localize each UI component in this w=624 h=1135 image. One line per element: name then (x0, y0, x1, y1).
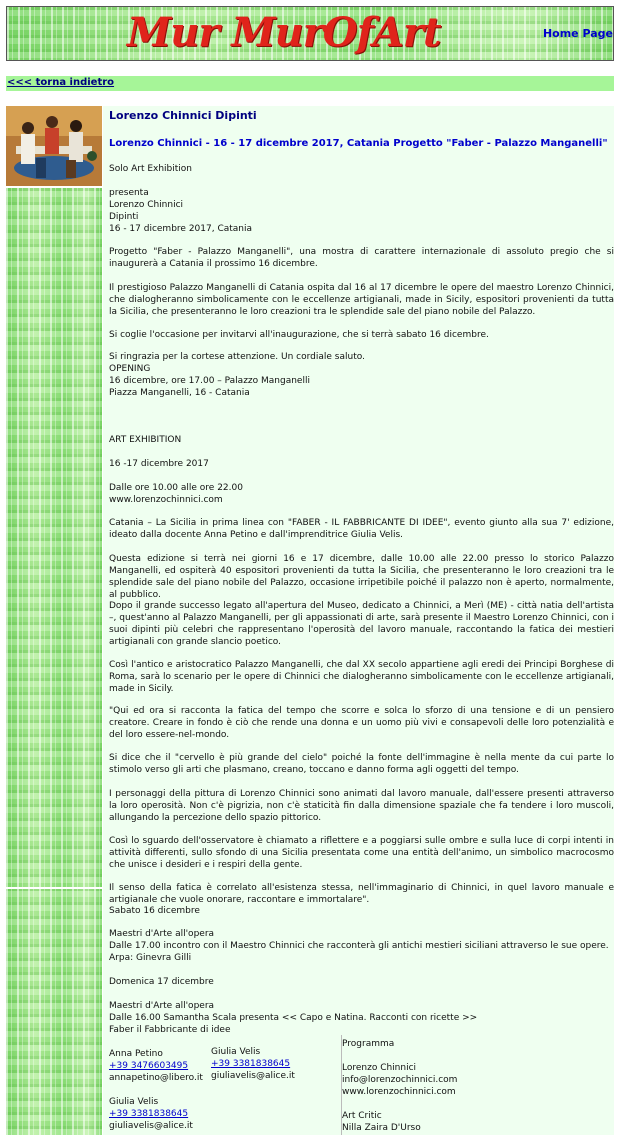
home-page-link[interactable]: Home Page (542, 27, 613, 40)
contact-phone-link[interactable]: +39 3381838645 (109, 1109, 189, 1119)
article-content (103, 106, 614, 1135)
maestri-line: Arpa: Ginevra Gilli (109, 953, 192, 963)
left-sidebar (6, 106, 102, 1135)
programma-name: Lorenzo Chinnici (342, 1063, 417, 1073)
personaggi-paragraph: I personaggi della pittura di Lorenzo Chinnici sono animati dal lavoro manuale, dall'essere presenti attraverso la loro operosità. Non c'è pigrizia, non c'è staticità fin dalla dimensione spaziale che fa tendere i loro muscoli, allungando la percezione dello spazio pittorico. (109, 789, 614, 823)
art-critic-name: Nilla Zaira D'Urso (342, 1123, 421, 1133)
intro-line: Lorenzo Chinnici (109, 200, 184, 210)
sguardo-paragraph: Così lo sguardo dell'osservatore è chiamato a riflettere e a poggiarsi sulle ombre e sulla luce di corpi intenti in attività differenti, sullo sfondo di una Sicilia presentata come una entità dell'animo, un simbolico macrocosmo che unisce i desideri e i respiri della gente. (109, 836, 614, 870)
contact-email: giuliavelis@alice.it (109, 1121, 193, 1131)
contact-email: giuliavelis@alice.it (211, 1071, 295, 1081)
orari-block (109, 482, 614, 506)
palazzo-paragraph: Il prestigioso Palazzo Manganelli di Catania ospita dal 16 al 17 dicembre le opere del maestro Lorenzo Chinnici, che dialogheranno simbolicamente con le eccellenze artigianali, made in Sicily, espositori provenienti da tutta la Sicilia, che presenteranno le loro creazioni tra le splendide sale del piano nobile del Palazzo. (109, 283, 614, 317)
stripe-divider (6, 887, 102, 889)
contact-email: annapetino@libero.it (109, 1073, 203, 1083)
opening-line: OPENING (109, 364, 151, 374)
site-header (6, 6, 614, 61)
cervello-paragraph: Si dice che il "cervello è più grande del cielo" poiché la fonte dell'immagine è nella mente da cui parte lo stimolo verso gli arti che plasmano, creano, toccano e danno forma agli oggetti del tempo. (109, 753, 614, 775)
maestri-sunday-block (109, 1000, 614, 1036)
opening-line: Si ringrazia per la cortese attenzione. Un cordiale saluto. (109, 352, 365, 362)
programma-column (342, 1038, 512, 1134)
contact-name: Anna Petino (109, 1049, 163, 1059)
programma-email: info@lorenzochinnici.com (342, 1075, 458, 1085)
contact-name: Giulia Velis (211, 1047, 261, 1057)
contact-name: Giulia Velis (109, 1097, 159, 1107)
art-exhibition-heading: ART EXHIBITION (109, 435, 182, 445)
catania-paragraph: Catania – La Sicilia in prima linea con "FABER - IL FABBRICANTE DI IDEE", evento giunto alla sua 7' edizione, ideato dalla docente Anna Petino e dall'imprenditrice Giulia Velis. (109, 518, 614, 540)
website-text: www.lorenzochinnici.com (109, 495, 223, 505)
intro-block (109, 187, 609, 235)
art-critic-label: Art Critic (342, 1111, 382, 1121)
edizione-paragraph: Questa edizione si terrà nei giorni 16 e 17 dicembre, dalle 10.00 alle 22.00 presso lo storico Palazzo Manganelli, ed ospiterà 40 espositori provenienti da tutta la Sicilia, che presenteranno le loro creazioni tra le splendide sale del piano nobile del Palazzo, occasione irripetibile poiché il palazzo non è aperto, normalmente, al pubblico. (109, 554, 614, 600)
opening-line: 16 dicembre, ore 17.00 – Palazzo Manganelli (109, 376, 310, 386)
painting-thumbnail[interactable] (6, 106, 102, 186)
senso-paragraph: Il senso della fatica è correlato all'esistenza stessa, nell'immaginario di Chinnici, in quel lavoro manuale e artigianale che vuole onorare, raccontare e immortalare". (109, 883, 614, 905)
solo-exhibition-text: Solo Art Exhibition (109, 164, 193, 174)
qui-paragraph: "Qui ed ora si racconta la fatica del tempo che scorre e solca lo sforzo di una tensione e di un pensiero creatore. Creare in fondo è ciò che rende una donna e un uomo più vivi e consapevoli delle loro potenzialità e del loro essere-nel-mondo. (109, 706, 614, 740)
successo-paragraph: Dopo il grande successo legato all'apertura del Museo, dedicato a Chinnici, a Merì (ME) - città natia dell'artista –, quest'anno al Palazzo Manganelli, per gli appassionati di arte, sarà presente il Maestro Lorenzo Chinnici, con i suoi dipinti più celebri che rappresentano l'operosità del lavoro manuale, raccontando la fatica dei mestieri artigianali con grande slancio poetico. (109, 601, 614, 647)
maestri-line: Dalle 17.00 incontro con il Maestro Chinnici che racconterà gli antichi mestieri siciliani attraverso le sue opere. (109, 941, 609, 951)
intro-line: presenta (109, 188, 149, 198)
progetto-paragraph: Progetto "Faber - Palazzo Manganelli", una mostra di carattere internazionale di assoluto pregio che si inaugurerà a Catania il prossimo 16 dicembre. (109, 247, 614, 269)
back-link[interactable]: <<< torna indietro (7, 77, 115, 88)
maestri-line: Faber il Fabbricante di idee (109, 1025, 231, 1035)
painting-image (6, 106, 102, 186)
maestri-line: Maestri d'Arte all'opera (109, 929, 215, 939)
site-logo[interactable]: Mur MurOfArt (127, 9, 441, 56)
article-title: Lorenzo Chinnici Dipinti (109, 109, 257, 122)
programma-website: www.lorenzochinnici.com (342, 1087, 456, 1097)
maestri-line: Dalle 16.00 Samantha Scala presenta << Capo e Natina. Racconti con ricette >> (109, 1013, 478, 1023)
invito-paragraph: Si coglie l'occasione per invitarvi all'inaugurazione, che si terrà sabato 16 dicembre. (109, 330, 489, 340)
exhibition-dates: 16 -17 dicembre 2017 (109, 459, 209, 469)
contact-phone-link[interactable]: +39 3381838645 (211, 1059, 291, 1069)
antico-paragraph: Così l'antico e aristocratico Palazzo Manganelli, che dal XX secolo appartiene agli eredi dei Principi Borghese di Roma, sarà lo scenario per le opere di Chinnici che dialogheranno simbolicamente con le eccellenze artigianali, made in Sicily. (109, 660, 614, 694)
domenica-heading: Domenica 17 dicembre (109, 977, 214, 987)
article-subtitle: Lorenzo Chinnici - 16 - 17 dicembre 2017, Catania Progetto "Faber - Palazzo Manganelli" (109, 138, 608, 149)
intro-line: 16 - 17 dicembre 2017, Catania (109, 224, 253, 234)
intro-line: Dipinti (109, 212, 139, 222)
decorative-stripe (6, 188, 102, 1135)
maestri-saturday-block (109, 928, 614, 964)
opening-block (109, 351, 614, 399)
sabato-heading: Sabato 16 dicembre (109, 906, 200, 916)
contact-phone-link[interactable]: +39 3476603495 (109, 1061, 189, 1071)
contact-column-2 (211, 1046, 331, 1082)
programma-heading: Programma (342, 1039, 395, 1049)
back-navigation-bar (6, 76, 614, 91)
orari-line: Dalle ore 10.00 alle ore 22.00 (109, 483, 243, 493)
opening-line: Piazza Manganelli, 16 - Catania (109, 388, 250, 398)
contact-column-1 (109, 1048, 209, 1132)
maestri-line: Maestri d'Arte all'opera (109, 1001, 215, 1011)
